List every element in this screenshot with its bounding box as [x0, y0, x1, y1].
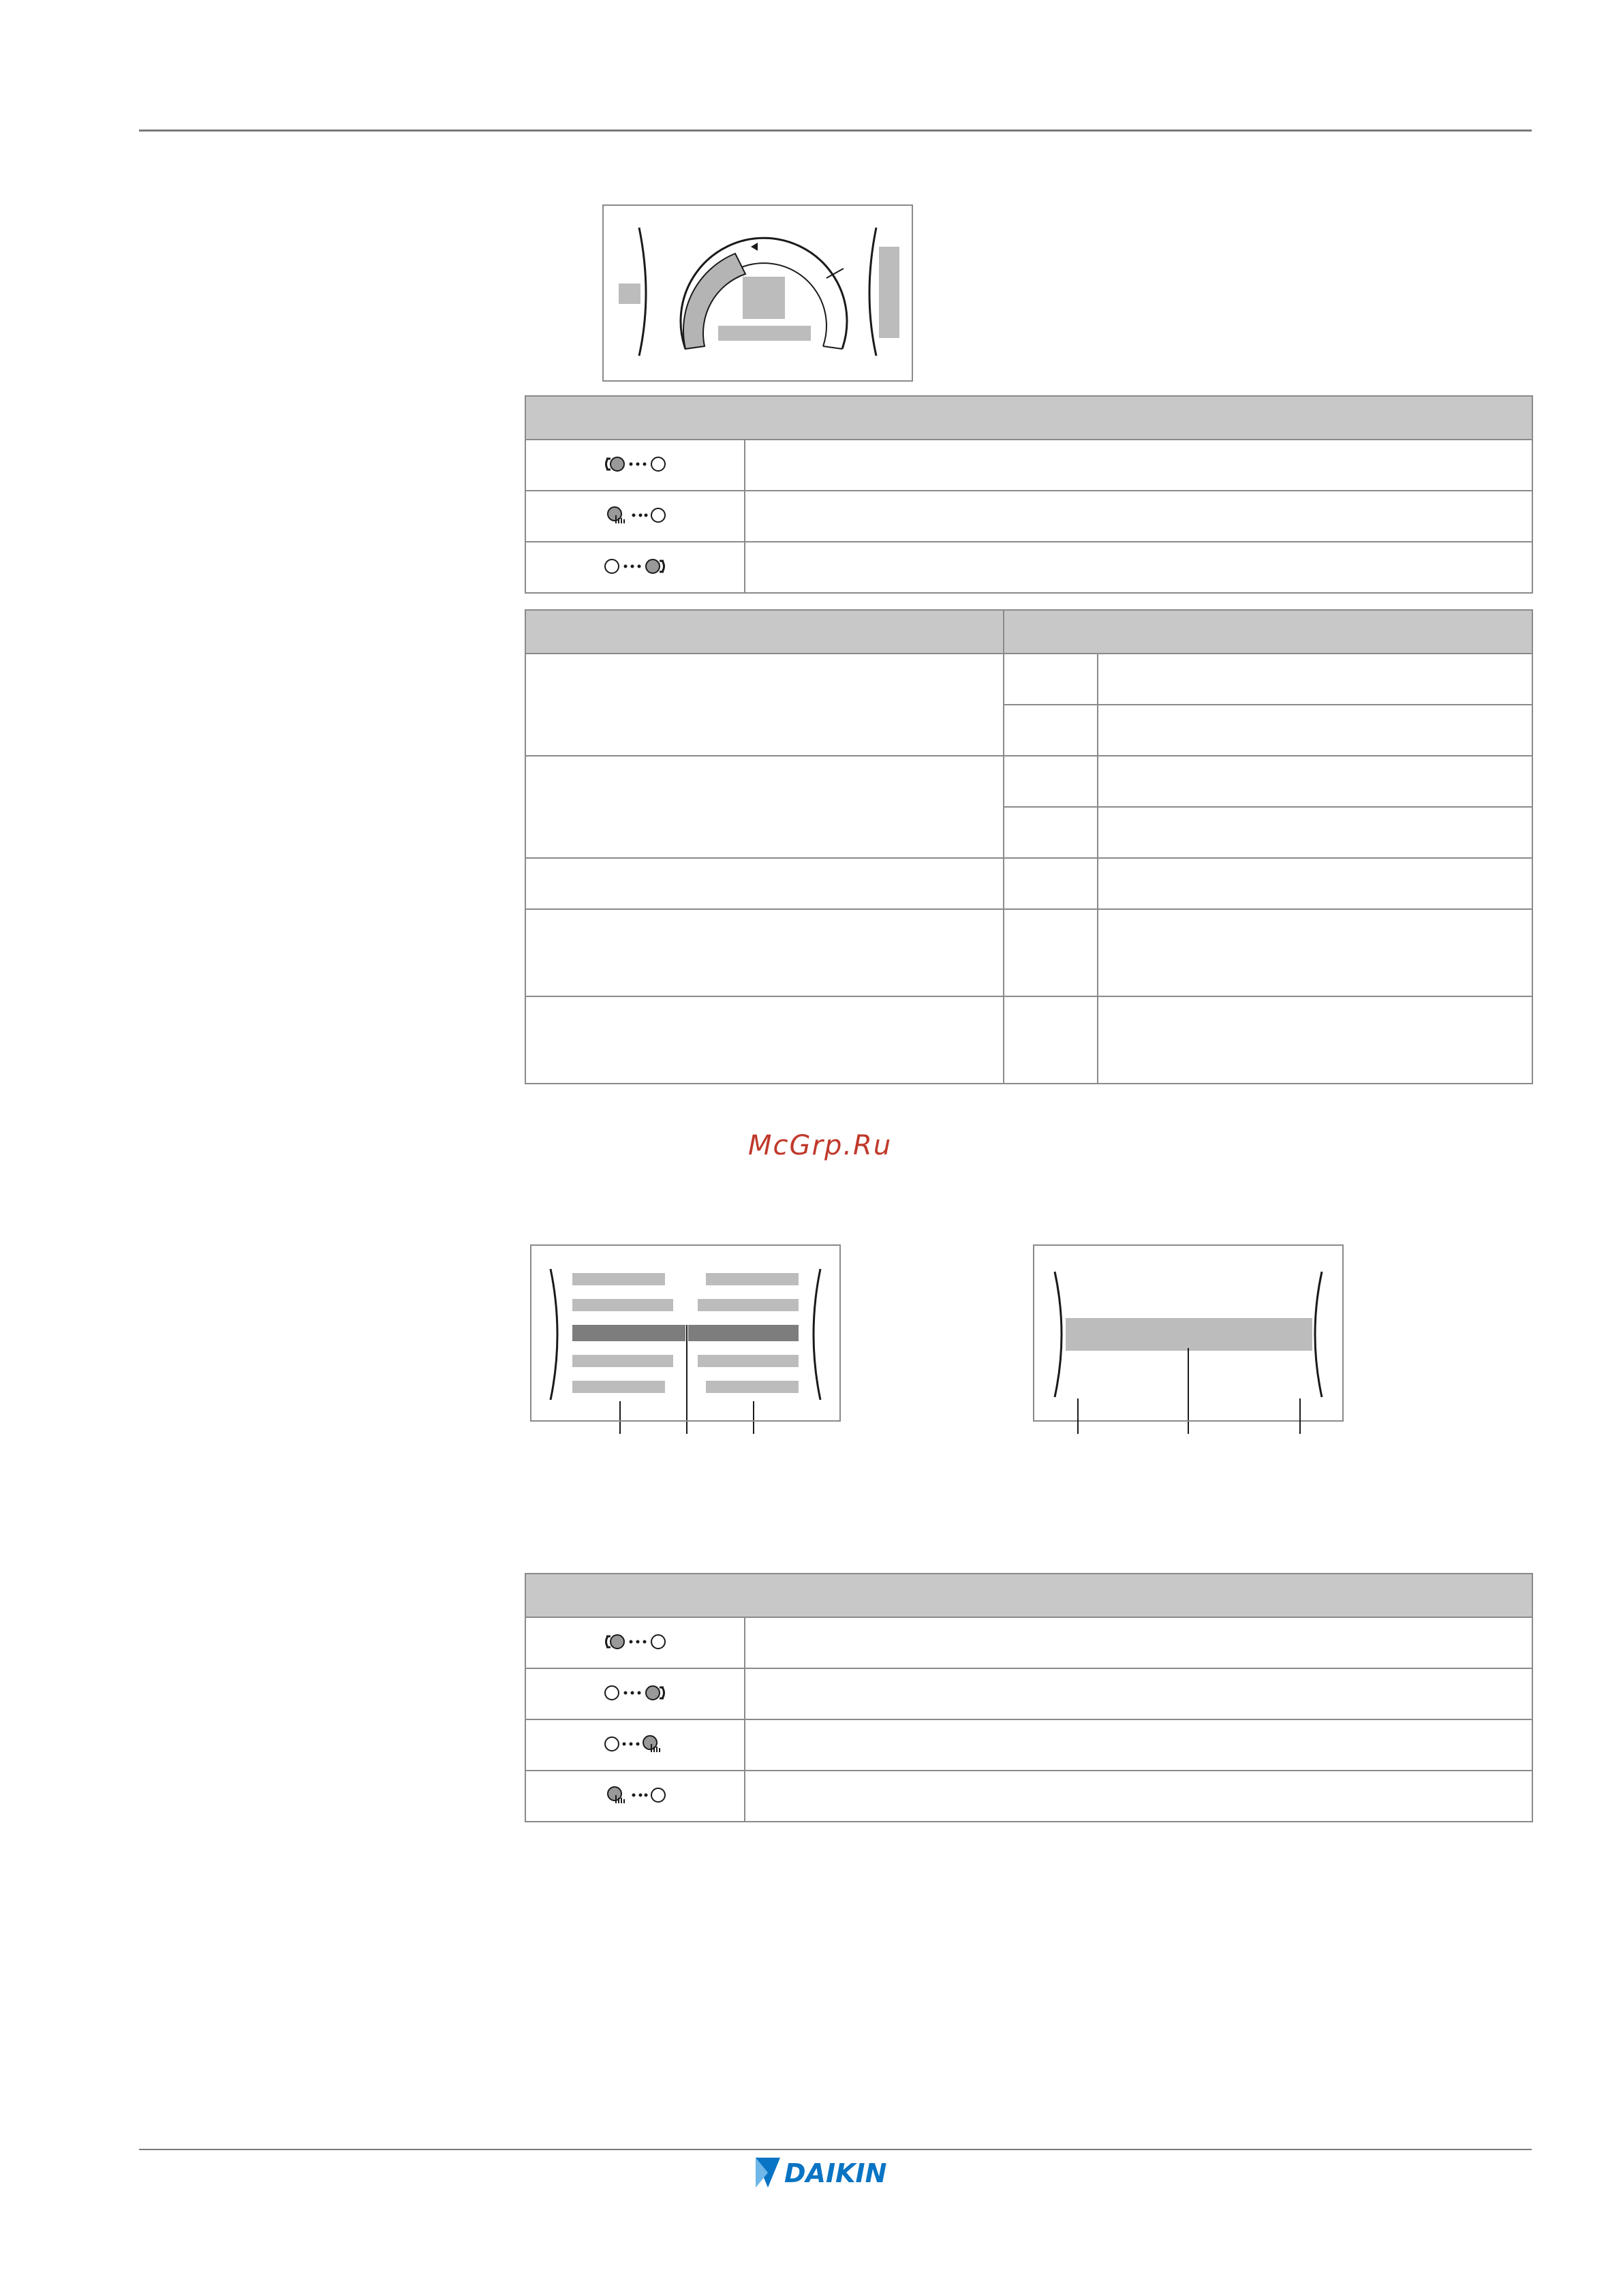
dial-tick-left	[823, 346, 842, 349]
table-settings	[525, 609, 1533, 1084]
table-cell	[1098, 705, 1532, 756]
table-cell-desc	[745, 1719, 1532, 1771]
watermark-text: McGrp.Ru	[748, 1130, 893, 1161]
right-bezel-curve	[1315, 1272, 1322, 1397]
rotate-right-dial-icon	[525, 1668, 745, 1719]
footer-rule	[139, 2149, 1532, 2150]
table-header	[525, 1574, 1532, 1617]
table-cell-desc	[745, 1617, 1532, 1668]
list-item-1-right	[706, 1273, 799, 1285]
table-header-left	[525, 610, 1004, 654]
press-right-dial-icon	[525, 1719, 745, 1771]
table-cell	[1004, 705, 1098, 756]
table-cell	[1098, 807, 1532, 858]
list-item-2-right	[698, 1299, 799, 1311]
list-screen-drawing	[531, 1246, 839, 1420]
list-item-5-right	[706, 1381, 799, 1393]
header-rule	[139, 129, 1532, 132]
table-cell	[1098, 858, 1532, 909]
daikin-logo	[753, 2155, 916, 2190]
table-cell	[1098, 909, 1532, 996]
dial-arrow-icon	[751, 243, 758, 251]
dial-screen-drawing	[604, 206, 912, 380]
table-cell	[525, 756, 1004, 858]
press-left-dial-icon	[525, 1771, 745, 1822]
value-screen-drawing	[1034, 1246, 1342, 1420]
table-cell	[1098, 654, 1532, 705]
list-item-selected-right	[688, 1325, 799, 1341]
left-bezel-curve	[1055, 1272, 1062, 1397]
table-cell	[1004, 909, 1098, 996]
rotate-right-dial-icon	[525, 542, 745, 593]
list-item-4-left	[572, 1355, 673, 1367]
table-cell-desc	[745, 1771, 1532, 1822]
table-cell-desc	[745, 542, 1532, 593]
table-cell	[1098, 756, 1532, 807]
dial-screen-figure	[602, 204, 913, 382]
table-cell	[1004, 807, 1098, 858]
table-cell	[1004, 996, 1098, 1084]
value-callout-ticks	[1033, 1398, 1344, 1435]
table-cell	[525, 654, 1004, 756]
dial-center-placeholder	[743, 277, 785, 319]
table-cell	[525, 996, 1004, 1084]
left-bezel-curve	[551, 1269, 557, 1400]
table-navigation	[525, 1573, 1533, 1822]
daikin-logo-text: DAIKIN	[784, 2158, 887, 2188]
table-cell	[1004, 756, 1098, 807]
table-dial-actions	[525, 395, 1533, 594]
list-item-selected-left	[572, 1325, 685, 1341]
table-cell-desc	[745, 440, 1532, 491]
table-cell-desc	[745, 1668, 1532, 1719]
rotate-left-dial-icon	[525, 1617, 745, 1668]
dial-bottom-placeholder	[718, 326, 811, 341]
list-screen-figure	[530, 1244, 841, 1422]
table-cell	[1098, 996, 1532, 1084]
list-item-4-right	[698, 1355, 799, 1367]
left-placeholder	[619, 284, 640, 304]
list-callout-ticks	[530, 1422, 841, 1435]
value-placeholder	[1066, 1318, 1312, 1351]
press-left-dial-icon	[525, 491, 745, 542]
list-item-2-left	[572, 1299, 673, 1311]
table-cell	[525, 858, 1004, 909]
right-placeholder	[879, 247, 899, 338]
table-cell	[1004, 654, 1098, 705]
right-bezel-curve	[814, 1269, 820, 1400]
table-cell	[1004, 858, 1098, 909]
list-item-1-left	[572, 1273, 665, 1285]
value-screen-figure	[1033, 1244, 1344, 1422]
right-bezel-curve	[869, 228, 876, 356]
table-cell	[525, 909, 1004, 996]
table-header	[525, 396, 1532, 440]
table-header-right	[1004, 610, 1532, 654]
table-cell-desc	[745, 491, 1532, 542]
list-item-5-left	[572, 1381, 665, 1393]
rotate-left-dial-icon	[525, 440, 745, 491]
